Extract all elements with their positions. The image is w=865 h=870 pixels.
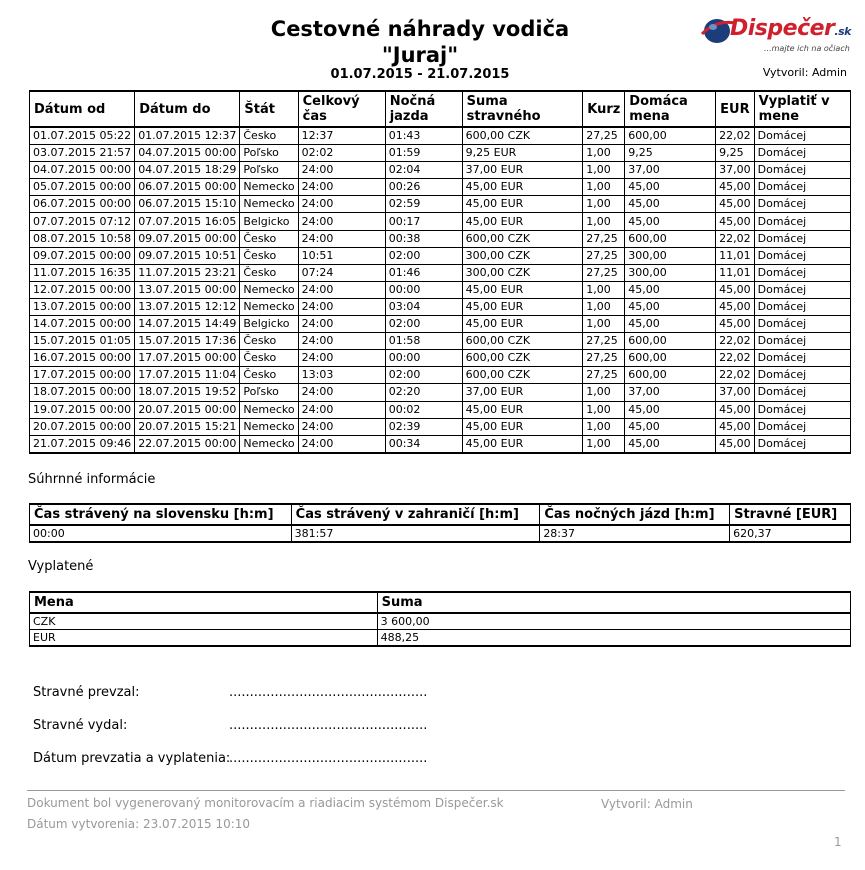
table-cell: 1,00 bbox=[583, 213, 625, 230]
signature-date bbox=[33, 751, 428, 766]
table-cell: 02:39 bbox=[385, 418, 462, 435]
table-cell: 13.07.2015 00:00 bbox=[135, 281, 240, 298]
table-cell: 21.07.2015 09:46 bbox=[30, 435, 135, 453]
table-cell: 02:00 bbox=[385, 316, 462, 333]
table-row bbox=[30, 127, 851, 145]
table-cell: Domácej bbox=[754, 350, 850, 367]
table-cell: 24:00 bbox=[298, 281, 385, 298]
table-cell: 20.07.2015 15:21 bbox=[135, 418, 240, 435]
table-cell: 37,00 EUR bbox=[462, 384, 583, 401]
table-cell: 9,25 bbox=[716, 145, 755, 162]
table-cell: Domácej bbox=[754, 213, 850, 230]
table-cell: 45,00 bbox=[625, 298, 716, 315]
table-row bbox=[30, 401, 851, 418]
table-cell: 1,00 bbox=[583, 384, 625, 401]
table-cell: 13.07.2015 12:12 bbox=[135, 298, 240, 315]
table-cell: Česko bbox=[240, 230, 298, 247]
table-cell: 11,01 bbox=[716, 264, 755, 281]
table-cell: 03.07.2015 21:57 bbox=[30, 145, 135, 162]
table-cell: Česko bbox=[240, 350, 298, 367]
column-header: Kurz bbox=[583, 91, 625, 127]
table-cell: 27,25 bbox=[583, 367, 625, 384]
table-cell: 45,00 EUR bbox=[462, 196, 583, 213]
table-cell: Nemecko bbox=[240, 196, 298, 213]
table-cell: 1,00 bbox=[583, 145, 625, 162]
footer-created-date: Dátum vytvorenia: 23.07.2015 10:10 bbox=[27, 817, 251, 831]
table-cell: Domácej bbox=[754, 127, 850, 145]
summary-value: 620,37 bbox=[730, 525, 851, 542]
table-cell: 08.07.2015 10:58 bbox=[30, 230, 135, 247]
footer-generated-note: Dokument bol vygenerovaný monitorovacím a riadiacim systémom Dispečer.sk bbox=[27, 796, 504, 810]
summary-table bbox=[29, 503, 851, 543]
table-cell: 02:20 bbox=[385, 384, 462, 401]
table-cell: 600,00 bbox=[625, 127, 716, 145]
table-cell: 300,00 CZK bbox=[462, 264, 583, 281]
column-header: EUR bbox=[716, 91, 755, 127]
table-cell: 45,00 EUR bbox=[462, 281, 583, 298]
table-row bbox=[30, 145, 851, 162]
table-cell: Domácej bbox=[754, 196, 850, 213]
table-cell: 12:37 bbox=[298, 127, 385, 145]
table-cell: 24:00 bbox=[298, 401, 385, 418]
paid-cell: EUR bbox=[30, 630, 378, 647]
table-cell: 1,00 bbox=[583, 435, 625, 453]
table-cell: 00:26 bbox=[385, 179, 462, 196]
table-cell: 45,00 bbox=[716, 401, 755, 418]
table-cell: Domácej bbox=[754, 298, 850, 315]
table-cell: Nemecko bbox=[240, 401, 298, 418]
table-cell: 27,25 bbox=[583, 230, 625, 247]
paid-header-row bbox=[30, 592, 851, 613]
table-cell: 04.07.2015 00:00 bbox=[30, 162, 135, 179]
table-cell: Poľsko bbox=[240, 384, 298, 401]
table-cell: 24:00 bbox=[298, 162, 385, 179]
table-cell: Domácej bbox=[754, 247, 850, 264]
table-cell: 24:00 bbox=[298, 213, 385, 230]
summary-value-row bbox=[30, 525, 851, 542]
table-cell: 02:02 bbox=[298, 145, 385, 162]
table-cell: 37,00 bbox=[716, 162, 755, 179]
table-cell: 00:17 bbox=[385, 213, 462, 230]
table-cell: 27,25 bbox=[583, 333, 625, 350]
table-cell: 24:00 bbox=[298, 298, 385, 315]
paid-header: Suma bbox=[377, 592, 850, 613]
table-cell: 11,01 bbox=[716, 247, 755, 264]
table-cell: 04.07.2015 18:29 bbox=[135, 162, 240, 179]
table-cell: Domácej bbox=[754, 333, 850, 350]
table-row bbox=[30, 264, 851, 281]
table-cell: 600,00 CZK bbox=[462, 230, 583, 247]
table-cell: 00:34 bbox=[385, 435, 462, 453]
table-cell: 45,00 EUR bbox=[462, 418, 583, 435]
table-cell: 24:00 bbox=[298, 196, 385, 213]
table-cell: Nemecko bbox=[240, 179, 298, 196]
table-cell: 45,00 EUR bbox=[462, 316, 583, 333]
table-cell: 02:00 bbox=[385, 247, 462, 264]
table-cell: 24:00 bbox=[298, 435, 385, 453]
table-cell: 00:02 bbox=[385, 401, 462, 418]
logo-wordmark bbox=[730, 16, 851, 41]
table-cell: 45,00 bbox=[625, 196, 716, 213]
signature-label: Stravné prevzal: bbox=[33, 685, 140, 700]
table-cell: Nemecko bbox=[240, 281, 298, 298]
table-cell: Domácej bbox=[754, 145, 850, 162]
column-header: Celkový čas bbox=[298, 91, 385, 127]
table-row bbox=[30, 435, 851, 453]
table-cell: 27,25 bbox=[583, 247, 625, 264]
table-cell: 600,00 CZK bbox=[462, 127, 583, 145]
table-cell: 22,02 bbox=[716, 127, 755, 145]
paid-header: Mena bbox=[30, 592, 378, 613]
table-cell: 45,00 bbox=[716, 281, 755, 298]
table-cell: 1,00 bbox=[583, 179, 625, 196]
signature-issued bbox=[33, 718, 428, 733]
table-cell: Domácej bbox=[754, 162, 850, 179]
paid-cell: CZK bbox=[30, 613, 378, 630]
table-cell: Domácej bbox=[754, 367, 850, 384]
table-cell: 37,00 bbox=[625, 162, 716, 179]
table-cell: Česko bbox=[240, 127, 298, 145]
table-cell: 45,00 bbox=[625, 316, 716, 333]
table-cell: 600,00 bbox=[625, 367, 716, 384]
table-cell: 600,00 bbox=[625, 350, 716, 367]
table-cell: 37,00 EUR bbox=[462, 162, 583, 179]
table-cell: Domácej bbox=[754, 230, 850, 247]
page-number: 1 bbox=[834, 835, 842, 849]
summary-header: Stravné [EUR] bbox=[730, 504, 851, 525]
column-header: Nočná jazda bbox=[385, 91, 462, 127]
table-cell: 11.07.2015 16:35 bbox=[30, 264, 135, 281]
table-cell: Domácej bbox=[754, 384, 850, 401]
table-row bbox=[30, 196, 851, 213]
table-cell: 07:24 bbox=[298, 264, 385, 281]
table-cell: 16.07.2015 00:00 bbox=[30, 350, 135, 367]
table-row bbox=[30, 230, 851, 247]
table-cell: 45,00 bbox=[625, 281, 716, 298]
table-cell: Domácej bbox=[754, 435, 850, 453]
table-cell: 15.07.2015 01:05 bbox=[30, 333, 135, 350]
table-cell: 45,00 EUR bbox=[462, 179, 583, 196]
table-cell: 10:51 bbox=[298, 247, 385, 264]
table-cell: 15.07.2015 17:36 bbox=[135, 333, 240, 350]
summary-header: Čas strávený v zahraničí [h:m] bbox=[291, 504, 540, 525]
table-cell: 45,00 bbox=[625, 435, 716, 453]
summary-value: 381:57 bbox=[291, 525, 540, 542]
table-cell: Belgicko bbox=[240, 316, 298, 333]
table-cell: Česko bbox=[240, 333, 298, 350]
summary-value: 00:00 bbox=[30, 525, 292, 542]
title-line-2: "Juraj" bbox=[381, 43, 459, 67]
date-range: 01.07.2015 - 21.07.2015 bbox=[330, 67, 510, 82]
table-cell: 01.07.2015 12:37 bbox=[135, 127, 240, 145]
table-cell: 45,00 bbox=[716, 418, 755, 435]
table-cell: 9,25 bbox=[625, 145, 716, 162]
table-cell: 07.07.2015 07:12 bbox=[30, 213, 135, 230]
table-cell: 12.07.2015 00:00 bbox=[30, 281, 135, 298]
table-cell: 600,00 CZK bbox=[462, 367, 583, 384]
table-cell: 45,00 bbox=[716, 316, 755, 333]
paid-section-title: Vyplatené bbox=[28, 559, 94, 574]
table-cell: 00:00 bbox=[385, 350, 462, 367]
table-cell: 07.07.2015 16:05 bbox=[135, 213, 240, 230]
table-cell: 45,00 bbox=[625, 179, 716, 196]
table-cell: 45,00 bbox=[716, 435, 755, 453]
table-cell: 17.07.2015 11:04 bbox=[135, 367, 240, 384]
table-cell: Domácej bbox=[754, 418, 850, 435]
table-cell: 09.07.2015 00:00 bbox=[30, 247, 135, 264]
logo-tld: .sk bbox=[834, 25, 851, 38]
table-cell: 600,00 bbox=[625, 333, 716, 350]
signature-label: Dátum prevzatia a vyplatenia: bbox=[33, 751, 231, 766]
signature-line: ................................................ bbox=[229, 751, 428, 766]
table-cell: 300,00 bbox=[625, 247, 716, 264]
table-row bbox=[30, 418, 851, 435]
table-cell: Domácej bbox=[754, 179, 850, 196]
table-cell: 13:03 bbox=[298, 367, 385, 384]
table-row bbox=[30, 281, 851, 298]
table-row bbox=[30, 162, 851, 179]
table-row bbox=[30, 247, 851, 264]
table-cell: 1,00 bbox=[583, 401, 625, 418]
table-cell: 27,25 bbox=[583, 127, 625, 145]
paid-table bbox=[29, 591, 851, 647]
table-cell: 02:00 bbox=[385, 367, 462, 384]
column-header: Suma stravného bbox=[462, 91, 583, 127]
table-cell: Domácej bbox=[754, 316, 850, 333]
table-cell: 05.07.2015 00:00 bbox=[30, 179, 135, 196]
table-cell: 22.07.2015 00:00 bbox=[135, 435, 240, 453]
table-cell: Belgicko bbox=[240, 213, 298, 230]
table-cell: Poľsko bbox=[240, 162, 298, 179]
table-cell: 03:04 bbox=[385, 298, 462, 315]
table-cell: 20.07.2015 00:00 bbox=[30, 418, 135, 435]
table-cell: Domácej bbox=[754, 401, 850, 418]
table-cell: 01:58 bbox=[385, 333, 462, 350]
table-cell: 00:00 bbox=[385, 281, 462, 298]
table-cell: 45,00 bbox=[625, 401, 716, 418]
signature-line: ................................................ bbox=[229, 685, 428, 700]
summary-header-row bbox=[30, 504, 851, 525]
table-cell: 06.07.2015 00:00 bbox=[135, 179, 240, 196]
summary-header: Čas strávený na slovensku [h:m] bbox=[30, 504, 292, 525]
table-cell: 20.07.2015 00:00 bbox=[135, 401, 240, 418]
column-header: Štát bbox=[240, 91, 298, 127]
table-cell: 01:59 bbox=[385, 145, 462, 162]
dispecer-logo bbox=[700, 14, 850, 56]
table-row bbox=[30, 213, 851, 230]
table-cell: Domácej bbox=[754, 264, 850, 281]
table-cell: 22,02 bbox=[716, 333, 755, 350]
table-cell: Poľsko bbox=[240, 145, 298, 162]
table-cell: 06.07.2015 15:10 bbox=[135, 196, 240, 213]
paid-row bbox=[30, 630, 851, 647]
table-cell: 17.07.2015 00:00 bbox=[135, 350, 240, 367]
table-cell: 27,25 bbox=[583, 264, 625, 281]
table-cell: 09.07.2015 00:00 bbox=[135, 230, 240, 247]
table-cell: 18.07.2015 19:52 bbox=[135, 384, 240, 401]
table-cell: 600,00 CZK bbox=[462, 350, 583, 367]
table-cell: 45,00 bbox=[625, 213, 716, 230]
table-cell: 02:04 bbox=[385, 162, 462, 179]
summary-section-title: Súhrnné informácie bbox=[28, 472, 156, 487]
logo-word: Dispečer bbox=[730, 16, 835, 41]
table-cell: 24:00 bbox=[298, 316, 385, 333]
table-header-row bbox=[30, 91, 851, 127]
globe-icon bbox=[700, 14, 734, 48]
table-cell: 1,00 bbox=[583, 196, 625, 213]
table-cell: 22,02 bbox=[716, 350, 755, 367]
table-cell: 45,00 EUR bbox=[462, 298, 583, 315]
table-cell: 18.07.2015 00:00 bbox=[30, 384, 135, 401]
table-cell: 24:00 bbox=[298, 179, 385, 196]
table-cell: 01:43 bbox=[385, 127, 462, 145]
column-header: Dátum od bbox=[30, 91, 135, 127]
table-cell: 45,00 EUR bbox=[462, 401, 583, 418]
table-row bbox=[30, 384, 851, 401]
table-cell: Nemecko bbox=[240, 418, 298, 435]
table-cell: 37,00 bbox=[716, 384, 755, 401]
table-cell: 01:46 bbox=[385, 264, 462, 281]
signature-line: ................................................ bbox=[229, 718, 428, 733]
table-cell: 24:00 bbox=[298, 333, 385, 350]
column-header: Domáca mena bbox=[625, 91, 716, 127]
table-cell: 00:38 bbox=[385, 230, 462, 247]
logo-tagline: ...majte ich na očiach bbox=[764, 44, 850, 53]
table-cell: 14.07.2015 00:00 bbox=[30, 316, 135, 333]
signature-label: Stravné vydal: bbox=[33, 718, 128, 733]
table-cell: Nemecko bbox=[240, 298, 298, 315]
table-cell: 1,00 bbox=[583, 418, 625, 435]
table-cell: Česko bbox=[240, 264, 298, 281]
footer-divider bbox=[27, 790, 845, 791]
paid-row bbox=[30, 613, 851, 630]
table-cell: 45,00 EUR bbox=[462, 435, 583, 453]
table-cell: 19.07.2015 00:00 bbox=[30, 401, 135, 418]
table-cell: 24:00 bbox=[298, 418, 385, 435]
table-cell: 14.07.2015 14:49 bbox=[135, 316, 240, 333]
table-cell: 13.07.2015 00:00 bbox=[30, 298, 135, 315]
table-cell: 1,00 bbox=[583, 162, 625, 179]
table-row bbox=[30, 298, 851, 315]
table-cell: 01.07.2015 05:22 bbox=[30, 127, 135, 145]
table-cell: 45,00 bbox=[716, 196, 755, 213]
signature-received bbox=[33, 685, 428, 700]
summary-value: 28:37 bbox=[540, 525, 730, 542]
table-row bbox=[30, 316, 851, 333]
table-cell: 45,00 bbox=[716, 213, 755, 230]
table-cell: 1,00 bbox=[583, 298, 625, 315]
table-cell: 300,00 CZK bbox=[462, 247, 583, 264]
table-row bbox=[30, 179, 851, 196]
table-cell: 04.07.2015 00:00 bbox=[135, 145, 240, 162]
created-by-top: Vytvoril: Admin bbox=[762, 66, 847, 79]
table-cell: 600,00 bbox=[625, 230, 716, 247]
table-cell: 02:59 bbox=[385, 196, 462, 213]
table-cell: 1,00 bbox=[583, 316, 625, 333]
footer-created-by: Vytvoril: Admin bbox=[601, 797, 693, 811]
table-cell: 22,02 bbox=[716, 367, 755, 384]
table-row bbox=[30, 333, 851, 350]
table-cell: Nemecko bbox=[240, 435, 298, 453]
table-cell: Česko bbox=[240, 367, 298, 384]
table-row bbox=[30, 367, 851, 384]
summary-header: Čas nočných jázd [h:m] bbox=[540, 504, 730, 525]
table-cell: 27,25 bbox=[583, 350, 625, 367]
table-cell: 24:00 bbox=[298, 230, 385, 247]
table-cell: Česko bbox=[240, 247, 298, 264]
table-cell: Domácej bbox=[754, 281, 850, 298]
table-cell: 300,00 bbox=[625, 264, 716, 281]
title-line-1: Cestovné náhrady vodiča bbox=[270, 17, 570, 41]
table-cell: 45,00 bbox=[716, 179, 755, 196]
paid-cell: 3 600,00 bbox=[377, 613, 850, 630]
table-cell: 9,25 EUR bbox=[462, 145, 583, 162]
table-cell: 45,00 bbox=[716, 298, 755, 315]
table-row bbox=[30, 350, 851, 367]
column-header: Vyplatiť v mene bbox=[754, 91, 850, 127]
trip-allowance-table bbox=[29, 90, 851, 454]
column-header: Dátum do bbox=[135, 91, 240, 127]
paid-cell: 488,25 bbox=[377, 630, 850, 647]
table-cell: 09.07.2015 10:51 bbox=[135, 247, 240, 264]
table-cell: 45,00 bbox=[625, 418, 716, 435]
table-cell: 37,00 bbox=[625, 384, 716, 401]
table-cell: 22,02 bbox=[716, 230, 755, 247]
table-cell: 11.07.2015 23:21 bbox=[135, 264, 240, 281]
table-cell: 24:00 bbox=[298, 350, 385, 367]
table-cell: 06.07.2015 00:00 bbox=[30, 196, 135, 213]
table-cell: 45,00 EUR bbox=[462, 213, 583, 230]
table-cell: 24:00 bbox=[298, 384, 385, 401]
table-cell: 600,00 CZK bbox=[462, 333, 583, 350]
table-cell: 1,00 bbox=[583, 281, 625, 298]
table-cell: 17.07.2015 00:00 bbox=[30, 367, 135, 384]
